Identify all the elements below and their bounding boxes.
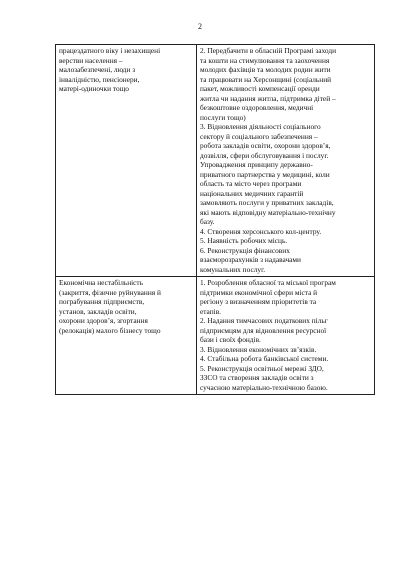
measures-cell (197, 45, 375, 277)
text-line: національних медичних гарантій (200, 188, 304, 198)
text-line: пограбування підприємств, (59, 297, 145, 306)
text-line: 6. Реконструкція фінансових (200, 245, 290, 255)
text-line: (закриття, фізичне руйнування й (59, 287, 161, 297)
text-line: 2. Передбачити в обласній Програмі заходи (200, 46, 337, 55)
text-line: (релокація) малого бізнесу тощо (59, 325, 161, 335)
text-line: інвалідністю, пенсіонери, (59, 74, 140, 84)
text-line: 4. Стабільна робота банківської системи. (200, 354, 329, 363)
text-line: які мають відповідну матеріально-технічну (200, 207, 336, 217)
text-line: взаєморозрахунків з надавачами (200, 255, 301, 264)
text-line: матері-одиночки тощо (59, 84, 129, 93)
text-line: Економічна нестабільність (59, 278, 143, 287)
text-line: житла чи надання житла, підтримка дітей – (200, 93, 336, 103)
text-line: дозвілля, сфери обслуговування і послуг. (200, 150, 329, 160)
problem-cell (56, 277, 197, 395)
text-line: та кошти на стимулювання та заохочення (200, 55, 330, 65)
table-row (56, 45, 375, 277)
text-line: область та місто через програми (200, 179, 302, 188)
text-line: охорони здоров’я, згортання (59, 316, 148, 325)
text-line: підприємцям для відновлення ресурсної (200, 325, 327, 335)
measures-cell (197, 277, 375, 395)
text-line: 5. Наявність робочих місць. (200, 236, 288, 245)
table-row (56, 277, 375, 395)
text-line: послуги тощо) (200, 112, 246, 122)
text-line: підтримки економічної сфери міста й (200, 287, 318, 297)
text-line: бази і своїх фондів. (200, 335, 261, 344)
text-line: працездатного віку і незахищені (59, 46, 161, 55)
text-line: Упровадження принципу державно- (200, 160, 313, 169)
text-line: 5. Реконструкція освітньої мережі ЗДО, (200, 363, 324, 373)
text-line: базу. (200, 217, 215, 226)
measures-table (55, 44, 375, 395)
page-number: 2 (198, 22, 202, 31)
text-line: установ, закладів освіти, (59, 306, 137, 316)
text-line: робота закладів освіти, охорони здоров’я, (200, 141, 331, 150)
text-line: сектору й соціального забезпечення – (200, 131, 318, 141)
text-line: 3. Відновлення економічних зв’язків. (200, 344, 317, 354)
text-line: замовляють послуги у приватних закладів, (200, 198, 334, 207)
text-line: та працювати на Херсонщині (соціальний (200, 74, 332, 84)
text-line: приватного партнерства у медицині, коли (200, 169, 330, 179)
problem-cell (56, 45, 197, 277)
text-line: 2. Надання тимчасових податкових пільг (200, 316, 328, 325)
text-line: 1. Розроблення обласної та міської програм (200, 278, 336, 287)
text-line: молодих фахівців та молодих родин жити (200, 65, 331, 74)
text-line: 3. Відновлення діяльності соціального (200, 122, 321, 131)
text-line: сучасною матеріально-технічною базою. (200, 382, 328, 392)
text-line: пакет, можливості компенсації оренди (200, 84, 320, 93)
text-line: малозабезпечені, люди з (59, 65, 136, 74)
text-line: безкоштовне оздоровлення, медичні (200, 103, 314, 112)
text-line: етапів. (200, 306, 221, 316)
text-line: верстви населення – (59, 55, 123, 65)
text-line: комунальних послуг. (200, 264, 266, 274)
text-line: регіону з визначенням пріоритетів та (200, 297, 317, 306)
text-line: ЗЗСО та створення закладів освіти з (200, 373, 314, 382)
text-line: 4. Створення херсонського кол-центру. (200, 226, 322, 236)
